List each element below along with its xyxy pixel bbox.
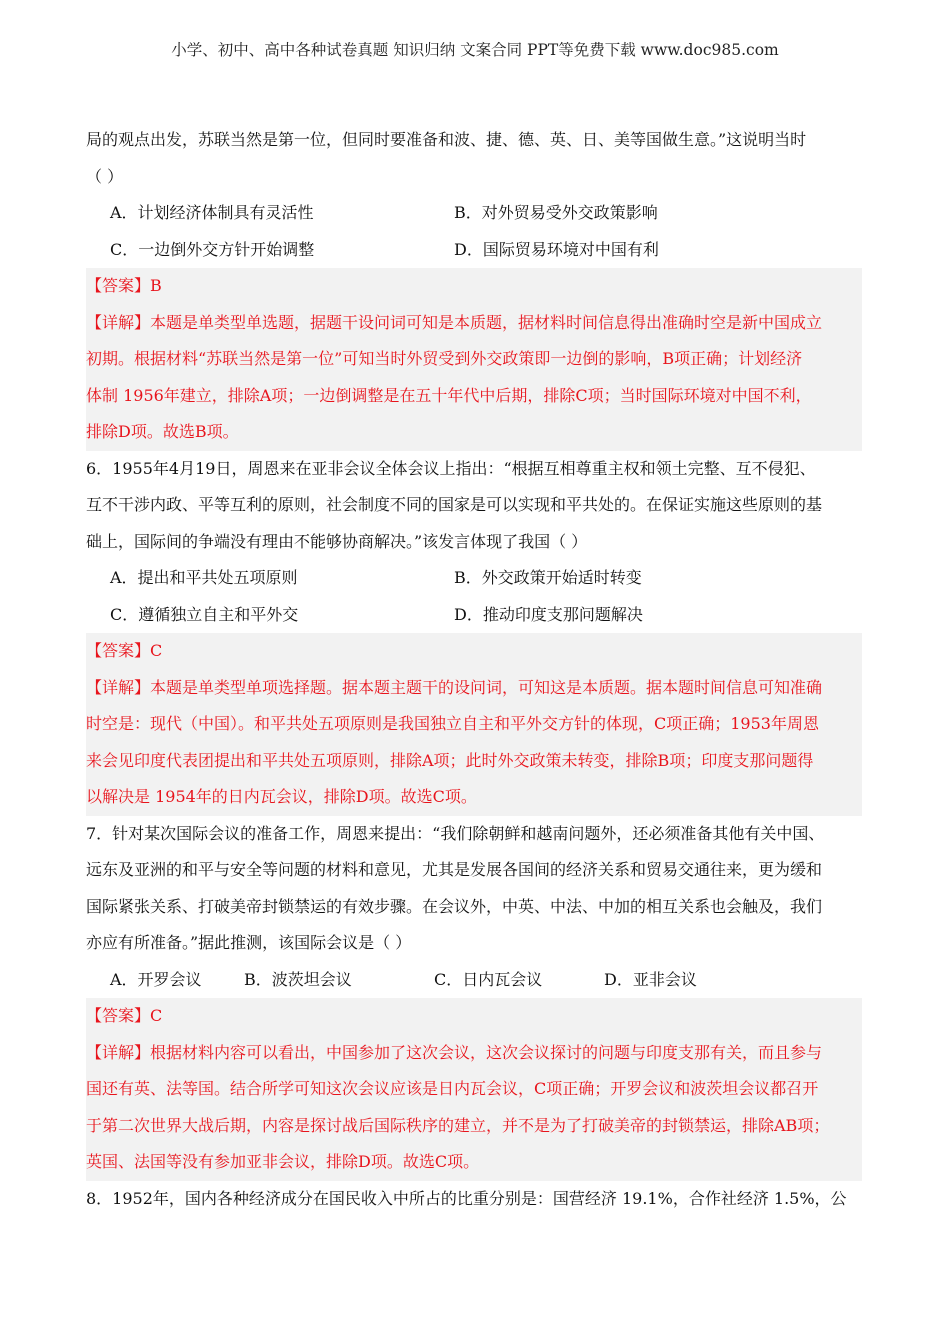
answer-block — [86, 998, 862, 1181]
option-d: D．推动印度支那问题解决 — [454, 604, 643, 624]
answer-block — [86, 633, 862, 816]
question-text: 国际紧张关系、打破美帝封锁禁运的有效步骤。在会议外，中英、中法、中加的相互关系也会触及，我们 — [86, 896, 823, 916]
option-c: C．遵循独立自主和平外交 — [110, 604, 299, 624]
question-text: （ ） — [86, 166, 124, 186]
question-8 — [86, 1181, 862, 1218]
options-row — [86, 962, 862, 999]
options-row — [86, 195, 862, 232]
option-a: A．提出和平共处五项原则 — [110, 568, 298, 587]
question-5 — [86, 122, 862, 451]
question-text: 局的观点出发，苏联当然是第一位，但同时要准备和波、捷、德、英、日、美等国做生意。”这说明当时 — [86, 130, 807, 149]
option-d: D．国际贸易环境对中国有利 — [454, 239, 659, 259]
option-b: B．外交政策开始适时转变 — [454, 568, 642, 587]
question-text: 8．1952年，国内各种经济成分在国民收入中所占的比重分别是：国营经济 19.1%，合作社经济 1.5%，公 — [86, 1188, 847, 1208]
question-text: 7．针对某次国际会议的准备工作，周恩来提出：“我们除朝鲜和越南问题外，还必须准备其他有关中国、 — [86, 823, 825, 843]
question-text: 础上，国际间的争端没有理由不能够协商解决。”该发言体现了我国（ ） — [86, 531, 588, 551]
explanation-line: 来会见印度代表团提出和平共处五项原则，排除A项；此时外交政策未转变，排除B项；印度支那问题得 — [86, 750, 814, 770]
explanation-line: 初期。根据材料“苏联当然是第一位”可知当时外贸受到外交政策即一边倒的影响，B项正确；计划经济 — [86, 349, 803, 368]
explanation-line: 【详解】根据材料内容可以看出，中国参加了这次会议，这次会议探讨的问题与印度支那有关，而且参与 — [86, 1042, 823, 1062]
explanation-line: 【详解】本题是单类型单选题，据题干设问词可知是本质题，据材料时间信息得出准确时空是新中国成立 — [86, 312, 823, 332]
question-text: 远东及亚洲的和平与安全等问题的材料和意见，尤其是发展各国间的经济关系和贸易交通往来，更为缓和 — [86, 860, 823, 879]
document-body — [86, 122, 862, 1217]
question-text: 亦应有所准备。”据此推测，该国际会议是（ ） — [86, 933, 412, 952]
question-text: 6．1955年4月19日，周恩来在亚非会议全体会议上指出：“根据互相尊重主权和领土完整、互不侵犯、 — [86, 458, 816, 478]
option-c: C．一边倒外交方针开始调整 — [110, 239, 315, 259]
explanation-line: 于第二次世界大战后期，内容是探讨战后国际秩序的建立，并不是为了打破美帝的封锁禁运，排除AB项； — [86, 1115, 830, 1135]
explanation-line: 国还有英、法等国。结合所学可知这次会议应该是日内瓦会议，C项正确；开罗会议和波茨坦会议都召开 — [86, 1079, 819, 1098]
option-b: B．对外贸易受外交政策影响 — [454, 203, 658, 222]
answer-label: 【答案】C — [86, 1006, 163, 1025]
question-7 — [86, 816, 862, 1181]
option-a: A．计划经济体制具有灵活性 — [110, 203, 314, 222]
option-c: C．日内瓦会议 — [434, 969, 543, 989]
explanation-line: 排除D项。故选B项。 — [86, 422, 239, 441]
option-a: A．开罗会议 — [110, 969, 202, 989]
options-row — [86, 232, 862, 269]
options-row — [86, 560, 862, 597]
answer-block — [86, 268, 862, 451]
option-d: D．亚非会议 — [604, 969, 697, 989]
answer-label: 【答案】C — [86, 641, 163, 660]
question-text: 互不干涉内政、平等互利的原则，社会制度不同的国家是可以实现和平共处的。在保证实施这些原则的基 — [86, 495, 823, 514]
explanation-line: 体制 1956年建立，排除A项；一边倒调整是在五十年代中后期，排除C项；当时国际环境对中国不利， — [86, 385, 812, 405]
page-header: 小学、初中、高中各种试卷真题 知识归纳 文案合同 PPT等免费下载 www.doc985.com — [171, 41, 779, 59]
explanation-line: 【详解】本题是单类型单项选择题。据本题主题干的设问词，可知这是本质题。据本题时间信息可知准确 — [86, 677, 823, 697]
question-6 — [86, 451, 862, 816]
explanation-line: 英国、法国等没有参加亚非会议，排除D项。故选C项。 — [86, 1152, 480, 1171]
explanation-line: 以解决是 1954年的日内瓦会议，排除D项。故选C项。 — [86, 787, 477, 806]
answer-label: 【答案】B — [86, 276, 162, 295]
explanation-line: 时空是：现代（中国）。和平共处五项原则是我国独立自主和平外交方针的体现，C项正确；1953年周恩 — [86, 714, 819, 733]
option-b: B．波茨坦会议 — [244, 969, 352, 989]
options-row — [86, 597, 862, 634]
